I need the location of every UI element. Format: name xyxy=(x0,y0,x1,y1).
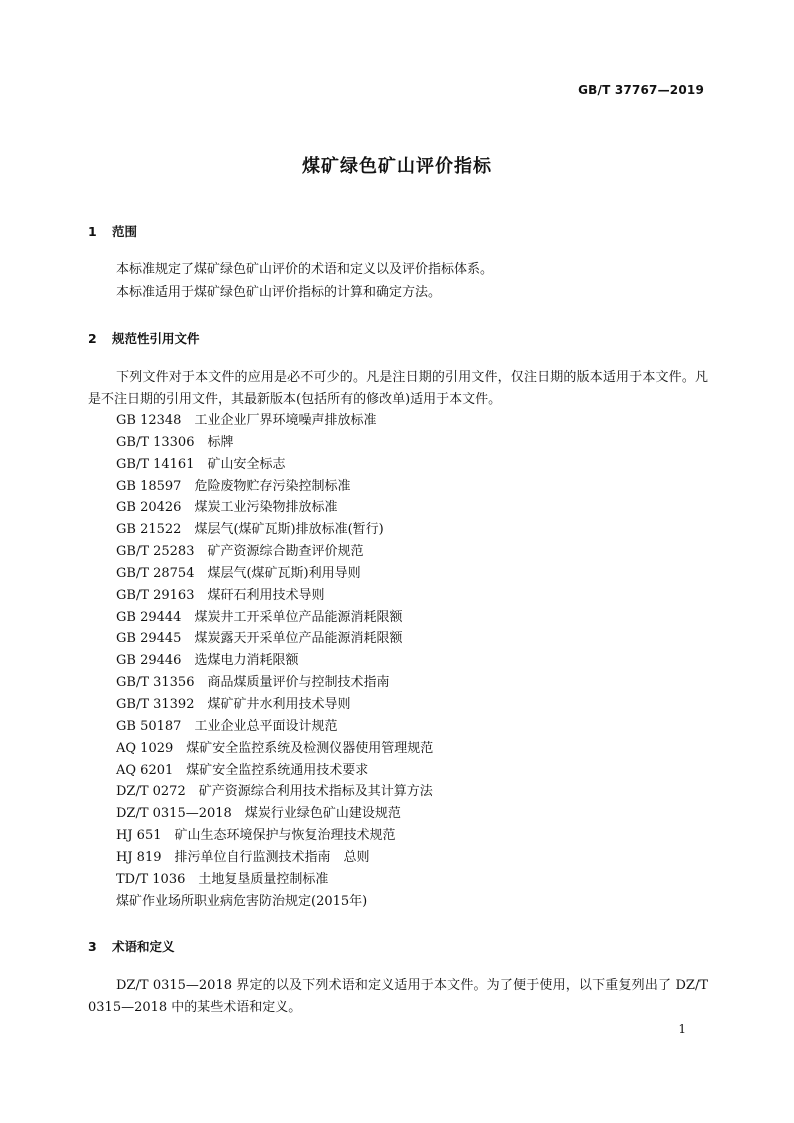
reference-title: 矿山生态环境保护与恢复治理技术规范 xyxy=(174,828,396,844)
reference-title: 工业企业厂界环境噪声排放标准 xyxy=(194,413,377,428)
section-number: 3 xyxy=(88,939,97,954)
reference-item xyxy=(116,650,433,672)
reference-item xyxy=(116,825,433,847)
reference-code: GB/T 31356 xyxy=(116,675,195,691)
section-1-heading xyxy=(88,222,137,240)
reference-item xyxy=(116,672,433,694)
reference-title: 矿产资源综合利用技术指标及其计算方法 xyxy=(198,784,433,800)
section-title: 范围 xyxy=(112,224,138,239)
reference-code: GB/T 14161 xyxy=(116,456,195,472)
reference-title: 煤矿矿井水利用技术导则 xyxy=(207,696,351,712)
standard-code: GB/T 37767—2019 xyxy=(578,83,704,97)
reference-item xyxy=(116,869,433,891)
section-3-heading xyxy=(88,937,175,955)
reference-title: 危险废物贮存污染控制标准 xyxy=(194,478,351,494)
paragraph-text: DZ/T 0315—2018 界定的以及下列术语和定义适用于本文件。为了便于使用，以下重复列出了 DZ/T 0315—2018 中的某些术语和定义。 xyxy=(88,978,708,1015)
reference-item xyxy=(116,497,433,519)
reference-title: 煤矿安全监控系统及检测仪器使用管理规范 xyxy=(186,740,434,756)
reference-title: 选煤电力消耗限额 xyxy=(194,653,299,669)
references-intro-paragraph xyxy=(88,367,708,411)
section-2-heading xyxy=(88,329,200,347)
reference-item xyxy=(116,519,433,541)
reference-title: 标牌 xyxy=(207,434,234,450)
reference-code: GB/T 13306 xyxy=(116,434,195,450)
section-title: 规范性引用文件 xyxy=(112,331,200,346)
reference-title: 商品煤质量评价与控制技术指南 xyxy=(207,675,390,691)
reference-code: GB 18597 xyxy=(116,478,182,494)
reference-item xyxy=(116,410,433,432)
reference-title: 矿产资源综合勘查评价规范 xyxy=(207,544,364,560)
page-number: 1 xyxy=(678,1022,686,1036)
reference-code: DZ/T 0272 xyxy=(116,784,186,800)
reference-item xyxy=(116,760,433,782)
reference-code: AQ 1029 xyxy=(116,740,174,756)
reference-code: TD/T 1036 xyxy=(116,871,186,887)
reference-title: 排污单位自行监测技术指南 总则 xyxy=(174,849,370,865)
reference-title: 煤炭露天开采单位产品能源消耗限额 xyxy=(194,631,403,647)
section-number: 1 xyxy=(88,224,97,239)
reference-item xyxy=(116,628,433,650)
reference-title: 煤矿作业场所职业病危害防治规定(2015年) xyxy=(116,893,368,909)
terms-intro-paragraph xyxy=(88,975,708,1019)
reference-title: 土地复垦质量控制标准 xyxy=(198,871,329,887)
reference-title: 矿山安全标志 xyxy=(207,456,286,472)
reference-title: 煤矸石利用技术导则 xyxy=(207,587,325,603)
normative-references-list xyxy=(116,410,433,912)
reference-code: AQ 6201 xyxy=(116,762,174,778)
reference-title: 工业企业总平面设计规范 xyxy=(194,718,338,734)
paragraph-text: 下列文件对于本文件的应用是必不可少的。凡是注日期的引用文件，仅注日期的版本适用于本文件。凡是不注日期的引用文件，其最新版本(包括所有的修改单)适用于本文件。 xyxy=(88,370,708,407)
reference-item xyxy=(116,694,433,716)
reference-title: 煤矿安全监控系统通用技术要求 xyxy=(186,762,369,778)
reference-title: 煤炭井工开采单位产品能源消耗限额 xyxy=(194,609,403,625)
reference-code: GB 21522 xyxy=(116,522,182,538)
reference-item xyxy=(116,432,433,454)
reference-title: 煤炭工业污染物排放标准 xyxy=(194,500,338,516)
reference-code: GB 50187 xyxy=(116,718,182,734)
reference-item xyxy=(116,541,433,563)
reference-item xyxy=(116,716,433,738)
reference-code: GB 20426 xyxy=(116,500,182,516)
scope-line: 本标准适用于煤矿绿色矿山评价指标的计算和确定方法。 xyxy=(116,285,442,300)
reference-item xyxy=(116,738,433,760)
reference-code: GB 12348 xyxy=(116,413,182,428)
reference-item xyxy=(116,781,433,803)
reference-item xyxy=(116,476,433,498)
reference-code: GB/T 29163 xyxy=(116,587,195,603)
reference-code: GB/T 31392 xyxy=(116,696,195,712)
reference-item xyxy=(116,454,433,476)
document-title: 煤矿绿色矿山评价指标 xyxy=(302,156,492,177)
reference-code: HJ 819 xyxy=(116,849,162,865)
reference-title: 煤炭行业绿色矿山建设规范 xyxy=(244,806,401,822)
reference-code: GB/T 28754 xyxy=(116,565,195,581)
reference-code: HJ 651 xyxy=(116,828,162,844)
section-title: 术语和定义 xyxy=(112,939,175,954)
reference-item xyxy=(116,803,433,825)
reference-code: GB 29445 xyxy=(116,631,182,647)
reference-item xyxy=(116,607,433,629)
reference-item xyxy=(116,891,433,913)
reference-code: GB 29444 xyxy=(116,609,182,625)
reference-code: GB 29446 xyxy=(116,653,182,669)
reference-code: DZ/T 0315—2018 xyxy=(116,806,232,822)
section-number: 2 xyxy=(88,331,97,346)
reference-item xyxy=(116,563,433,585)
reference-title: 煤层气(煤矿瓦斯)排放标准(暂行) xyxy=(194,522,384,538)
reference-title: 煤层气(煤矿瓦斯)利用导则 xyxy=(207,565,361,581)
reference-item xyxy=(116,847,433,869)
reference-item xyxy=(116,585,433,607)
scope-line: 本标准规定了煤矿绿色矿山评价的术语和定义以及评价指标体系。 xyxy=(116,262,494,277)
reference-code: GB/T 25283 xyxy=(116,544,195,560)
